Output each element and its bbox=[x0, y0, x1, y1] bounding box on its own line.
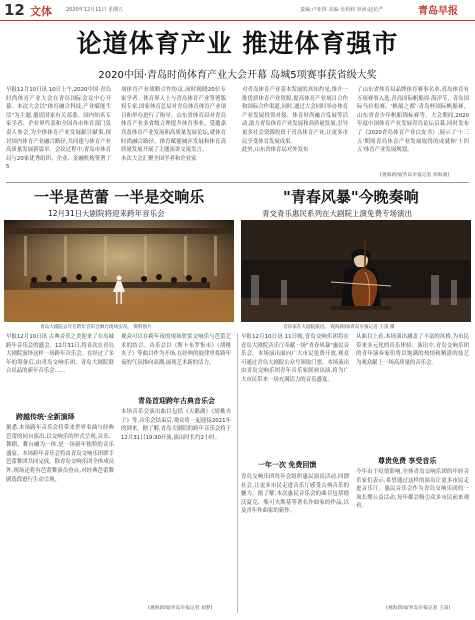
right-subhead-a: 一年一次 免费回馈 bbox=[258, 461, 317, 469]
left-story-col1b bbox=[6, 424, 114, 614]
right-story-col1a bbox=[241, 333, 349, 408]
right-subhead-b: 尊贵免费 享受音乐 bbox=[378, 457, 437, 465]
cellist-photo bbox=[241, 220, 471, 322]
left-story-heading: 一半是芭蕾 一半是交响乐 bbox=[34, 188, 205, 206]
right-text-1: 早报12月10日讯 11日晚,青岛交响乐团将在青岛大剧院音乐厅奉献一场"青春风暴"惠民音乐会。本场演出面向广大市民免费开放,观众可通过青岛大剧院公众号领取门票。本场演出由青岛交响乐团青年音乐家联袂出演,将为广大市民带来一场充满活力的音乐盛宴。 bbox=[241, 334, 349, 383]
divider bbox=[6, 182, 469, 183]
lead-byline: (观海新闻/青岛早报记者 徐海骏) bbox=[380, 173, 450, 178]
lead-text-2b: 本次大会汇聚全国学者和企业家 bbox=[121, 155, 197, 162]
left-story-col1a bbox=[6, 333, 114, 408]
concert-stage-photo bbox=[4, 220, 234, 322]
left-story-subheading: 12月31日大剧院将迎来跨年音乐会 bbox=[48, 209, 165, 218]
issue-date: 2020年12月11日 星期五 bbox=[66, 7, 124, 13]
left-byline: (观海新闻/青岛早报记者 刘梦) bbox=[148, 606, 213, 611]
right-story-heading: "青春风暴"今晚奏响 bbox=[283, 188, 419, 206]
page-header bbox=[0, 0, 475, 21]
left-subhead-b: 青岛首迎跨年古典音乐会 bbox=[138, 397, 215, 405]
left-photo-caption: 青岛大剧院去年在跨年音乐会舞台现场实况。 资料图片 bbox=[40, 325, 152, 330]
lead-article-col2 bbox=[121, 86, 226, 178]
right-story-col2b bbox=[356, 468, 469, 598]
right-byline: (观海新闻/青岛早报记者 王雷) bbox=[386, 606, 451, 611]
newspaper-logo: 青岛早报 bbox=[418, 6, 458, 17]
page-number: 12 bbox=[4, 1, 25, 19]
lead-text-4: 了山东省体育局品牌体育赛事名单,青岛体育有五项赛事入选,青岛国际帆船周·海洋节、青岛国际马拉松赛、'帆船之都'·青岛杯国际帆船赛、山东省青少年帆船锦标赛等。大会期间,2020年度中国体育产业发展青岛论坛启幕,同时发布了《2020青岛体育产业白皮书》,展示了'十三五'期间青岛体育产业发展取得的成就和'十四五'体育产业发展规划。 bbox=[357, 87, 469, 154]
right-story-col1b bbox=[241, 473, 349, 613]
left-text-1: 早报12月10日讯 古典音乐之美迎来了在岛城跨年音乐会的盛会。12月31日,将首次在青岛大剧院演绎这样一场跨年音乐会。在经过了多年的筹备后,由青岛交响乐团、青岛大剧院联合出品的新年音乐会…… bbox=[6, 334, 114, 375]
lead-article-col1 bbox=[6, 86, 111, 178]
right-story-subheading: 青交青乐惠民系列在大剧院上演免费专场演出 bbox=[262, 209, 412, 218]
right-text-1b: 青岛交响乐团每年会组织惠民演出活动,回馈社会,让更多市民走进音乐厅感受古典音乐的魅力。据了解,本次惠民音乐会的曲目包括德沃夏克、柴可夫斯基等著名作曲家的作品,以及青年作曲家的新作。 bbox=[241, 474, 349, 515]
lead-text-2: 项体育产业战略合作协议,同时揭晓20位专家学者。体育界人士与青岛体育产业签署版权专家,国家体育总局对青岛体育体育产业项目和举办进行了指导。山东省体育局对青岛体育产业多省级合理提升体育事业。受邀嘉宾及体育产业发展和高质量发展论坛,就体育时尚融合路径、体育赋能城区发展和体育高质量发展开展了主题演讲交流发言。 bbox=[121, 87, 226, 154]
right-photo-caption: 音乐家在大剧院演出。 观海新闻/青岛早报记者 王雷 摄 bbox=[283, 325, 395, 330]
left-story-col2b bbox=[121, 408, 231, 598]
right-text-2: 从曲目上看,本场演出涵盖了丰富的风格,为市民带来多元化的音乐体验。演出中,青岛交响乐团的青年演奏家们将以饱满的热情和精湛的技艺为观众献上一场高质量的音乐会。 bbox=[356, 334, 469, 366]
left-text-2: 观众可以在跨年夜的现场欣赏交响乐与芭蕾艺术的结合。音乐会以《斯卡布罗集市》《胡桃夹子》等曲目作为开场,在经典的旋律里将跨年夜的气氛推向高潮,展现艺术新的活力。 bbox=[121, 334, 231, 366]
left-story-col2a bbox=[121, 333, 231, 393]
lead-text-3b: 此外,山东省体育局对外发布 bbox=[242, 147, 309, 154]
cellist-illustration bbox=[241, 220, 471, 322]
lead-article-col3 bbox=[242, 86, 348, 178]
section-name: 文体 bbox=[30, 5, 52, 18]
lead-article-col4 bbox=[357, 86, 469, 170]
staff-credits: 责编:卢亚林 美编:吴莉莉 审读:赵仿严 bbox=[300, 7, 384, 13]
right-story-col2a bbox=[356, 333, 469, 451]
left-text-2b: 本场音乐会演出曲目包括《天鹅湖》《胡桃夹子》等,音乐会结束后,观众将一起迎接2021年的到来。据了解,青岛大剧院的跨年音乐会将于12月31日19:30开演,演出时长约2小时。 bbox=[121, 409, 231, 441]
left-subhead-a: 跨越传统·全新演绎 bbox=[16, 413, 75, 421]
right-text-2b: 今年由于疫情影响,全体青岛交响乐团的年轻音乐家们表示,希望通过这样的演出让更多市民走进音乐厅。惠民音乐会作为青岛交响乐团的一项长期公益活动,每年都会吸引众多市民前来观看。 bbox=[356, 469, 469, 510]
left-text-1b: 据悉,本场跨年音乐会将带来世界名曲与经典芭蕾的同台演出,以交响乐的形式呈现,音乐、舞蹈、舞台融为一体,是一场新年独特的音乐盛宴。本场跨年音乐会将由青岛交响乐团联手芭蕾舞团共同完成。除青岛交响乐团全体成员外,现场还将有芭蕾舞演员登台,对经典芭蕾舞剧选段进行生动呈现。 bbox=[6, 425, 114, 483]
column-divider bbox=[237, 333, 238, 613]
lead-text-1: 早报12月10日讯 10日上午,2020中国·青岛时尚体育产业大会在青岛国际会议中心开幕。本次大会以"体育融合科技,产业赋能生活"为主题,邀请国家有关部委、国内知名专家学者、企业界代表和全国各市体育部门负责人参会,为全体体育产业发展献计献策,探讨国内体育产业融合路径,共同建与体育产业高质量发展新篇章。会议过程中,青岛市体育局与20家优秀组织、企业、金融机构签署了5 bbox=[6, 87, 111, 171]
main-headline: 论道体育产业 推进体育强市 bbox=[76, 29, 399, 58]
stage-illustration bbox=[4, 220, 234, 322]
main-subheadline: 2020中国·青岛时尚体育产业大会开幕 岛城5项赛事获省级大奖 bbox=[98, 70, 377, 81]
lead-text-3: 对青岛体育产业基本发展的真知灼见,推介一批优质体育产业资源,提高体育产业项目合作和国际合作渠道,同时,通过大会同时举办体育产业发展投资对接、体育时尚融合发展等活动,助力青岛体育产业发展和高质量发展,引导更多社会资源投资于青岛体育产业,让更多市民享受体育发展成果。 bbox=[242, 87, 348, 145]
